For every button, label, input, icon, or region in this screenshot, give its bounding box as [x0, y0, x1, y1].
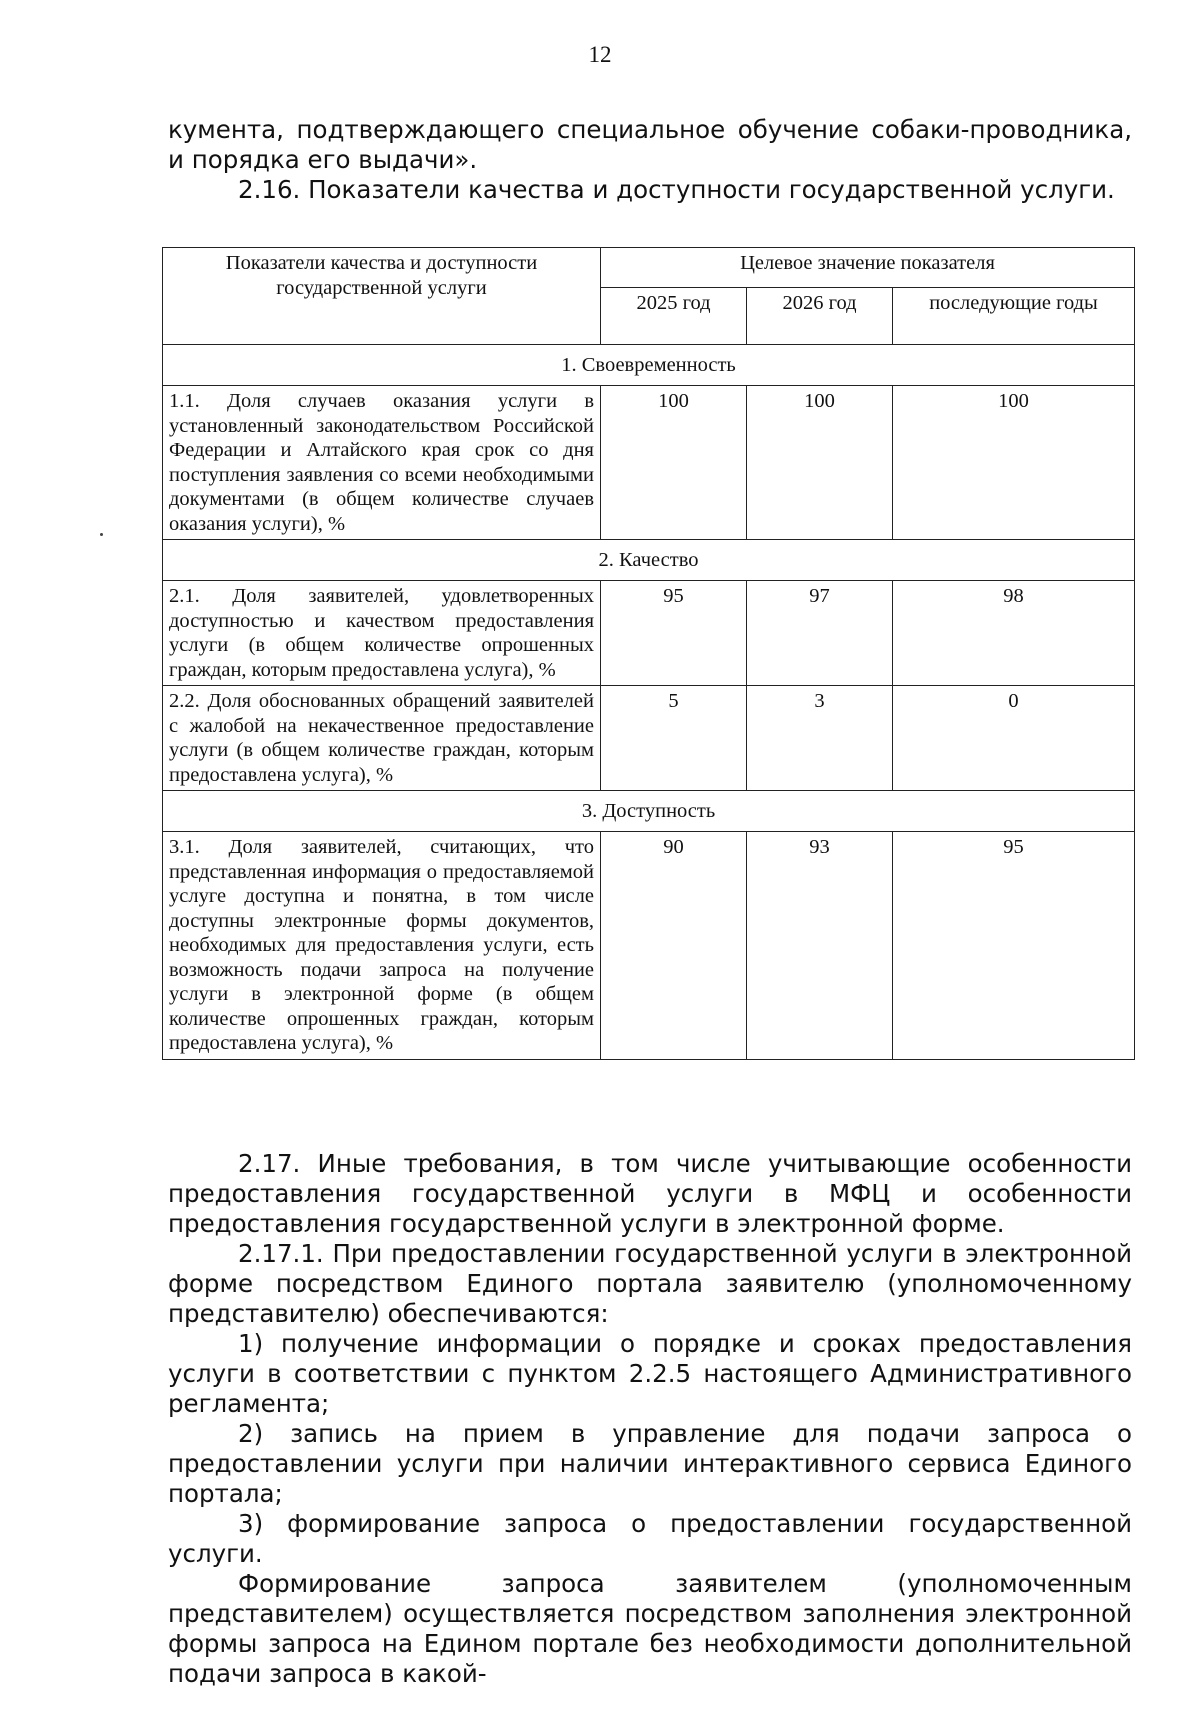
intro-block — [168, 115, 1132, 205]
list-item-1: 1) получение информации о порядке и сроках предоставления услуги в соответствии с пунктом 2.2.5 настоящего Административного регламента; — [168, 1329, 1132, 1418]
paragraph-formation: Формирование запроса заявителем (уполномоченным представителем) осуществляется посредством заполнения электронной формы запроса на Едином портале без необходимости дополнительной подачи запроса в какой- — [168, 1569, 1132, 1688]
page-number: 12 — [588, 42, 612, 67]
value-subsequent: 0 — [893, 686, 1135, 791]
value-2025: 100 — [601, 386, 747, 540]
header-indicator: Показатели качества и доступности государственной услуги — [163, 248, 601, 345]
value-2026: 93 — [747, 832, 893, 1060]
section-title: 1. Своевременность — [163, 345, 1135, 386]
value-2025: 95 — [601, 581, 747, 686]
value-subsequent: 95 — [893, 832, 1135, 1060]
table-row — [163, 686, 1135, 791]
paragraph-2-17-1: 2.17.1. При предоставлении государственной услуги в электронной форме посредством Единого портала заявителю (уполномоченному представителю) обеспечиваются: — [168, 1239, 1132, 1328]
header-year-2025: 2025 год — [601, 287, 747, 344]
quality-indicators-table — [162, 247, 1135, 1060]
value-2025: 90 — [601, 832, 747, 1060]
body-block — [168, 1149, 1132, 1689]
value-2026: 97 — [747, 581, 893, 686]
section-title: 2. Качество — [163, 540, 1135, 581]
list-item-3: 3) формирование запроса о предоставлении государственной услуги. — [168, 1509, 1132, 1568]
table-row — [163, 832, 1135, 1060]
indicator-name: 3.1. Доля заявителей, считающих, что представленная информация о предоставляемой услуге доступна и понятна, в том числе доступны электронные формы документов, необходимых для предоставления услуги, есть возможность подачи запроса на получение услуги в электронной форме (в общем количестве опрошенных граждан, которым предоставлена услуга), % — [163, 832, 601, 1060]
indicator-name: 2.1. Доля заявителей, удовлетворенных доступностью и качеством предоставления услуги (в общем количестве опрошенных граждан, которым предоставлена услуга), % — [163, 581, 601, 686]
value-2025: 5 — [601, 686, 747, 791]
table-row — [163, 386, 1135, 540]
paragraph-2-17: 2.17. Иные требования, в том числе учитывающие особенности предоставления государственной услуги в МФЦ и особенности предоставления государственной услуги в электронной форме. — [168, 1149, 1132, 1238]
section-heading-2-16: 2.16. Показатели качества и доступности государственной услуги. — [238, 175, 1115, 204]
section-title: 3. Доступность — [163, 791, 1135, 832]
header-year-subsequent: последующие годы — [893, 287, 1135, 344]
value-subsequent: 100 — [893, 386, 1135, 540]
table-row — [163, 581, 1135, 686]
scan-speck — [100, 533, 103, 536]
indicator-name: 2.2. Доля обоснованных обращений заявителей с жалобой на некачественное предоставление услуги (в общем количестве граждан, которым предоставлена услуга), % — [163, 686, 601, 791]
header-target-value: Целевое значение показателя — [601, 248, 1135, 288]
value-subsequent: 98 — [893, 581, 1135, 686]
value-2026: 3 — [747, 686, 893, 791]
list-item-2: 2) запись на прием в управление для подачи запроса о предоставлении услуги при наличии интерактивного сервиса Единого портала; — [168, 1419, 1132, 1508]
header-year-2026: 2026 год — [747, 287, 893, 344]
continuation-paragraph: кумента, подтверждающего специальное обучение собаки-проводника, и порядка его выдачи». — [168, 115, 1132, 174]
value-2026: 100 — [747, 386, 893, 540]
indicator-name: 1.1. Доля случаев оказания услуги в установленный законодательством Российской Федерации и Алтайского края срок со дня поступления заявления со всеми необходимыми документами (в общем количестве случаев оказания услуги), % — [163, 386, 601, 540]
